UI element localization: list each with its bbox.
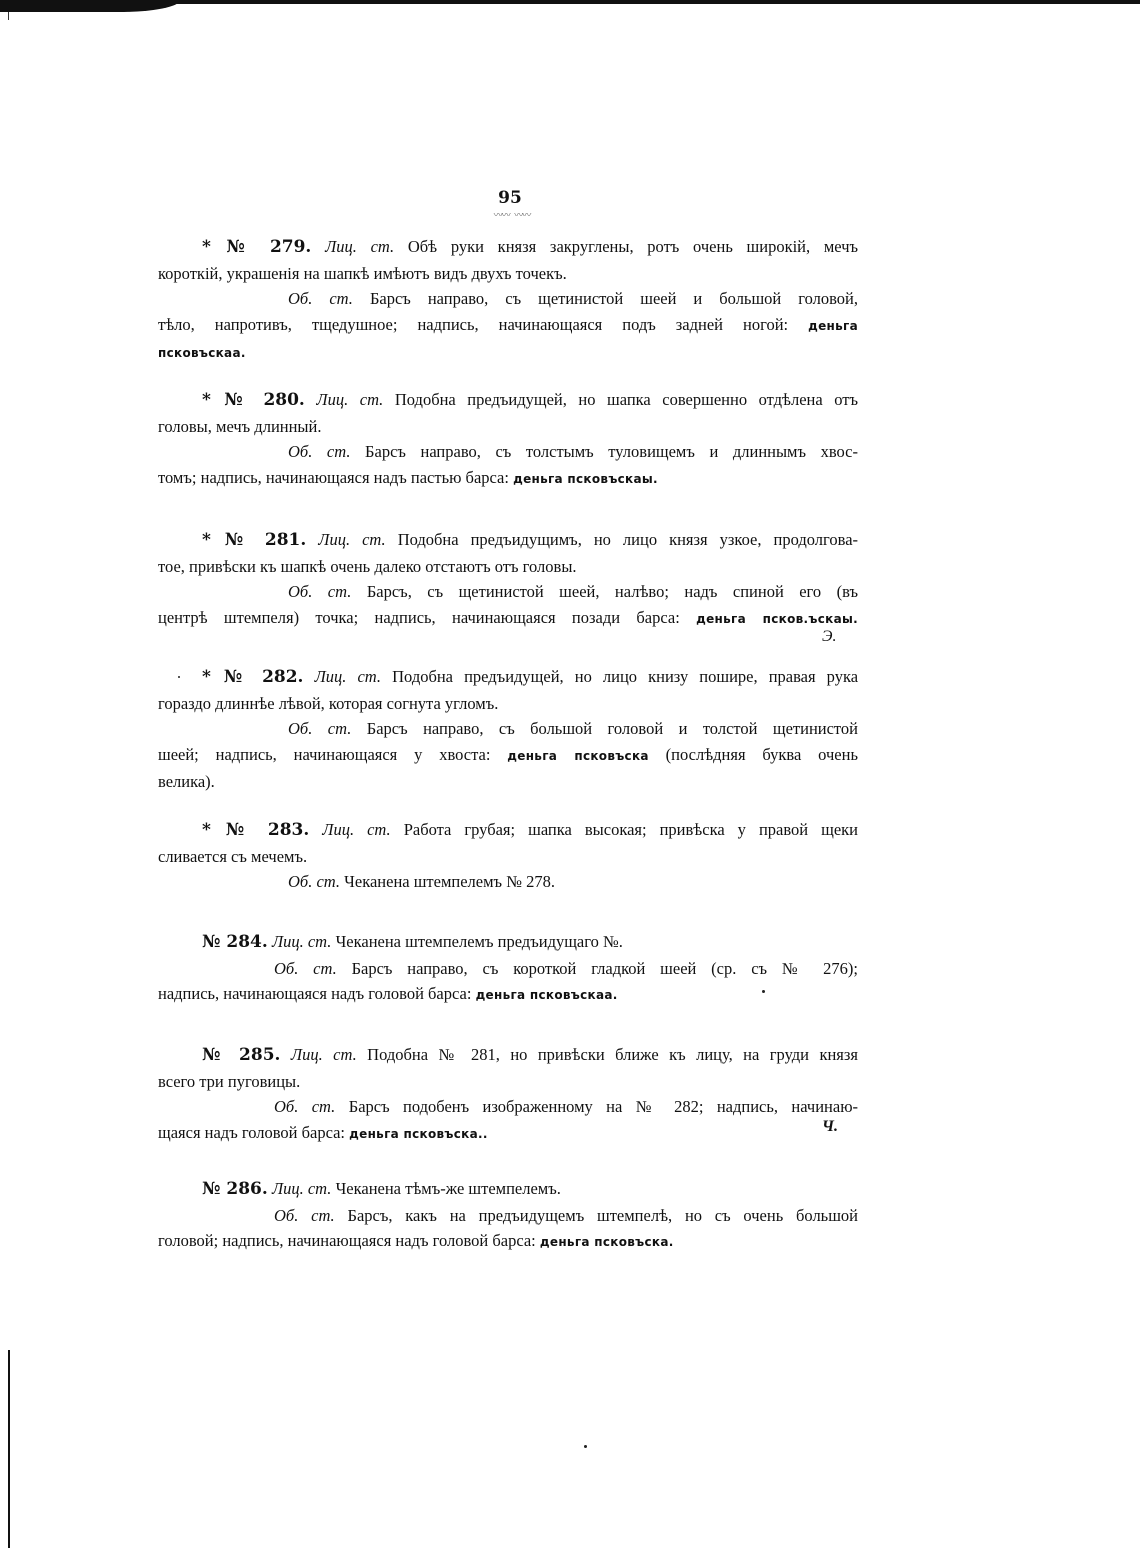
reverse-label: Об. ст. [288,719,352,738]
entry-number: * № 281. [202,530,307,550]
reverse-label: Об. ст. [288,289,353,308]
reverse-text: головой; надпись, начинающаяся надъ головой барса: [158,1231,536,1250]
reverse-text: Барсъ направо, съ толстымъ туловищемъ и длиннымъ хвос- [365,442,859,461]
entry-obverse-line: тое, привѣски къ шапкѣ очень далеко отстаютъ отъ головы. [158,556,577,576]
coin-inscription: деньга псковъска [507,748,649,763]
reverse-label: Об. ст. [288,582,352,601]
obverse-label: Лиц. ст. [318,530,386,549]
coin-inscription: деньга псков.ъскаы. [696,611,858,626]
entry-obverse-line [158,234,858,261]
entry-obverse-line: головы, мечъ длинный. [158,416,322,436]
obverse-label: Лиц. ст. [271,1179,332,1198]
entry-obverse-line [158,387,858,414]
obverse-label: Лиц. ст. [316,390,384,409]
entry-reverse-line [158,605,858,633]
print-speck [584,1445,587,1448]
reverse-text: Барсъ, съ щетинистой шеей, налѣво; надъ спиной его (въ [366,582,859,601]
obverse-text: Чеканена тѣмъ-же штемпелемъ. [335,1179,561,1198]
left-edge-mark [8,12,9,20]
obverse-label: Лиц. ст. [325,237,395,256]
reverse-label: Об. ст. [288,442,351,461]
entry-282 [158,664,858,795]
entry-obverse-line [158,1042,858,1069]
entry-reverse-line [158,312,858,340]
reverse-text: Барсъ подобенъ изображенному на № 282; надпись, начинаю- [348,1097,859,1116]
entry-reverse-line [158,869,858,895]
print-speck [178,676,180,678]
entry-reverse-line: велика). [158,772,215,791]
reverse-text: надпись, начинающаяся надъ головой барса: [158,984,472,1003]
entry-obverse-line [158,664,858,691]
entry-number: № 284. [202,932,268,952]
reverse-text: Барсъ направо, съ короткой гладкой шеей (ср. съ № 276); [351,958,858,978]
entry-number: * № 282. [202,667,304,687]
entry-281 [158,527,858,632]
coin-inscription: деньга псковъска. [539,1235,674,1249]
top-edge-ink-blot [0,0,180,12]
entry-reverse-line [158,286,858,312]
reverse-text: тѣло, напротивъ, тщедушное; надпись, начинающаяся подъ задней ногой: [158,314,789,334]
reverse-text: Чеканена штемпелемъ № 278. [344,872,555,891]
entry-285 [158,1042,858,1147]
reverse-label: Об. ст. [274,1097,336,1116]
obverse-label: Лиц. ст. [290,1045,357,1064]
reverse-label: Об. ст. [274,1205,335,1225]
reverse-text: щаяся надъ головой барса: [158,1122,346,1142]
obverse-text: Подобна предъидущимъ, но лицо князя узкое, продолгова- [397,530,859,549]
margin-note: Э. [822,628,837,645]
reverse-text: центрѣ штемпеля) точка; надпись, начинающаяся позади барса: [158,607,680,627]
page-number-ornament: 〰〰 〰〰 [493,211,531,221]
reverse-label: Об. ст. [288,872,341,891]
entry-obverse-line: сливается съ мечемъ. [158,846,308,866]
entry-reverse-line [158,981,858,1009]
entry-reverse-line [158,1228,858,1256]
entry-reverse-line [158,1094,858,1120]
entry-obverse-line: гораздо длиннѣе лѣвой, которая согнута угломъ. [158,693,499,713]
page-number: 95 [498,188,522,208]
entry-reverse-line [158,742,858,770]
entry-reverse-line [158,1203,858,1229]
entry-obverse-line [158,817,858,844]
entry-obverse-line [158,929,858,956]
entry-number: * № 279. [202,237,312,257]
entry-reverse-line [158,716,858,742]
entry-reverse-line [158,439,858,465]
obverse-text: Обѣ руки князя закруглены, ротъ очень широкій, мечъ [407,237,859,256]
entry-286 [158,1176,858,1256]
obverse-text: Подобна № 281, но привѣски ближе къ лицу, на груди князя [367,1045,858,1064]
reverse-text: Барсъ направо, съ щетинистой шеей и большой головой, [369,289,859,308]
reverse-text: шеей; надпись, начинающаяся у хвоста: [158,744,491,764]
entry-283 [158,817,858,895]
entry-reverse-line [158,1120,858,1148]
entry-obverse-line [158,527,858,554]
reverse-text: Барсъ направо, съ большой головой и толстой щетинистой [366,719,859,738]
entry-number: * № 283. [202,820,310,840]
coin-inscription: деньга псковъска.. [349,1126,488,1141]
left-edge-bar [8,1350,10,1548]
entry-279 [158,234,858,367]
entry-number: * № 280. [202,390,305,410]
coin-inscription: деньга [808,318,858,333]
obverse-text: Работа грубая; шапка высокая; привѣска у правой щеки [403,820,858,839]
coin-inscription: деньга псковъскаы. [513,471,658,486]
coin-inscription: деньга псковъскаа. [475,988,618,1002]
reverse-label: Об. ст. [274,958,337,978]
obverse-label: Лиц. ст. [322,820,391,839]
entry-obverse-line [158,1176,858,1203]
reverse-text: (послѣдняя буква очень [665,744,858,764]
reverse-text: Барсъ, какъ на предъидущемъ штемпелѣ, но съ очень большой [347,1205,858,1225]
entry-reverse-line [158,339,858,367]
entry-obverse-line: короткій, украшенія на шапкѣ имѣютъ видъ двухъ точекъ. [158,263,567,283]
coin-inscription: псковъскаа. [158,346,246,360]
entry-280 [158,387,858,492]
print-speck [762,990,765,993]
entry-reverse-line [158,956,858,982]
obverse-text: Чеканена штемпелемъ предъидущаго №. [335,932,623,951]
margin-note: Ч. [822,1118,838,1135]
obverse-label: Лиц. ст. [314,667,382,686]
reverse-text: томъ; надпись, начинающаяся надъ пастью барса: [158,467,509,487]
obverse-text: Подобна предъидущей, но шапка совершенно отдѣлена отъ [394,390,859,409]
obverse-label: Лиц. ст. [271,932,332,951]
obverse-text: Подобна предъидущей, но лицо книзу пошире, правая рука [392,667,859,686]
entry-reverse-line [158,579,858,605]
entry-obverse-line: всего три пуговицы. [158,1071,301,1091]
entry-reverse-line [158,465,858,493]
entry-284 [158,929,858,1009]
entry-number: № 285. [202,1045,281,1065]
entry-number: № 286. [202,1179,268,1199]
